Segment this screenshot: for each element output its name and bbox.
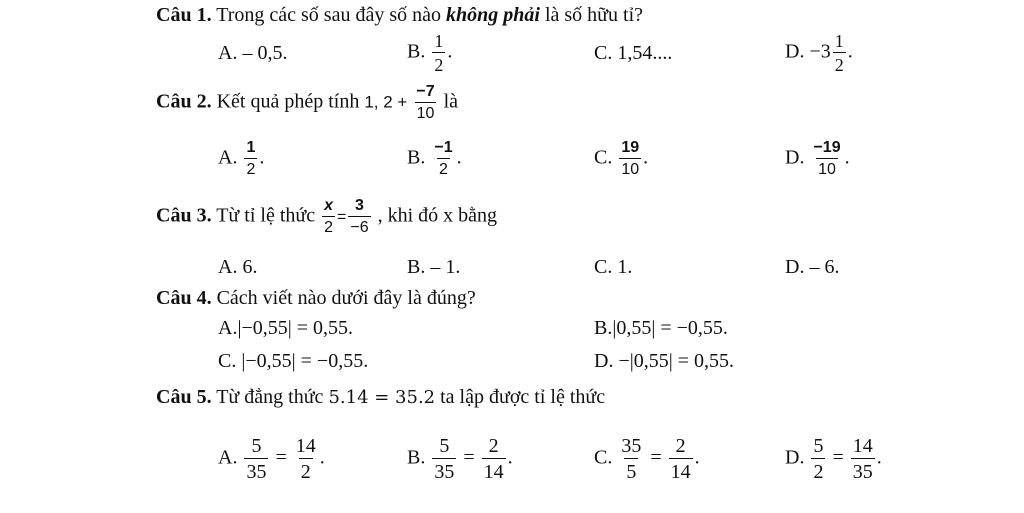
question-text: , khi đó x bằng — [377, 204, 498, 227]
question-text: Trong các số sau đây số nào — [216, 4, 442, 26]
fraction: $\frac{3}{-6}$ — [350, 197, 369, 236]
option-4c[interactable]: C. |−0,55| = −0,55. — [218, 350, 369, 372]
option-1a[interactable]: A. – 0,5. — [218, 42, 288, 64]
fraction: $\frac{-19}{10}$ — [813, 139, 841, 178]
fraction: $\frac{19}{10}$ — [621, 139, 640, 178]
option-1c[interactable]: C. 1,54.... — [594, 42, 673, 64]
question-label: Câu 1. — [156, 4, 212, 26]
question-emphasis: không phải — [446, 4, 540, 26]
option-5a[interactable]: A. $\frac{5}{35}$ = $\frac{14}{2}$ . — [218, 435, 325, 483]
option-2c[interactable]: C. $\frac{19}{10}$ . — [594, 139, 649, 178]
question-label: Câu 3. — [156, 204, 212, 227]
question-text: ta lập được tỉ lệ thức — [440, 386, 606, 408]
question-text: là số hữu tỉ? — [544, 4, 643, 26]
question-label: Câu 4. — [156, 287, 212, 309]
question-1 — [156, 4, 643, 27]
option-2b[interactable]: B. $\frac{-1}{2}$ . — [407, 139, 462, 178]
question-4 — [156, 287, 476, 310]
option-4b[interactable]: B.|0,55| = −0,55. — [594, 317, 728, 339]
option-3d[interactable]: D. – 6. — [785, 256, 840, 278]
expression: 5.14 = 35.2 — [328, 387, 436, 408]
option-1d[interactable]: D. −3 $\frac{1}{2}$ . — [785, 31, 853, 75]
option-5c[interactable]: C. $\frac{35}{5}$ = $\frac{2}{14}$ . — [594, 435, 700, 483]
question-text: Cách viết nào dưới đây là đúng? — [216, 287, 476, 309]
question-5 — [156, 386, 605, 409]
question-text: là — [443, 90, 459, 113]
option-5d[interactable]: D. $\frac{5}{2}$ = $\frac{14}{35}$ . — [785, 435, 882, 483]
option-3a[interactable]: A. 6. — [218, 256, 258, 278]
option-4d[interactable]: D. −|0,55| = 0,55. — [594, 350, 735, 372]
fraction: $\frac{-1}{2}$ — [434, 139, 453, 178]
question-text: Từ tỉ lệ thức — [216, 204, 316, 227]
expression: 1, 2 + — [364, 92, 408, 112]
question-text: Kết quả phép tính — [216, 90, 360, 113]
option-2d[interactable]: D. $\frac{-19}{10}$ . — [785, 139, 850, 178]
question-text: Từ đẳng thức — [216, 386, 324, 408]
fraction: $\frac{-7}{10}$ — [416, 83, 435, 122]
option-5b[interactable]: B. $\frac{5}{35}$ = $\frac{2}{14}$ . — [407, 435, 513, 483]
option-3c[interactable]: C. 1. — [594, 256, 633, 278]
question-3: Câu 3. Từ tỉ lệ thức $\frac{x}{2}$ = $\frac{3}{-6}$ , khi đó x bằng — [156, 197, 498, 236]
fraction: $\frac{x}{2}$ — [324, 197, 334, 236]
question-label: Câu 2. — [156, 90, 212, 113]
fraction: $\frac{1}{2}$ — [246, 139, 256, 178]
option-3b[interactable]: B. – 1. — [407, 256, 461, 278]
option-4a[interactable]: A.|−0,55| = 0,55. — [218, 317, 354, 339]
option-2a[interactable]: A. $\frac{1}{2}$ . — [218, 139, 265, 178]
question-2 — [156, 84, 458, 122]
fraction: $\frac{1}{2}$ — [834, 31, 844, 75]
fraction: $\frac{1}{2}$ — [434, 31, 444, 75]
option-1b[interactable]: B. $\frac{1}{2}$ . — [407, 31, 453, 75]
question-label: Câu 5. — [156, 386, 212, 408]
